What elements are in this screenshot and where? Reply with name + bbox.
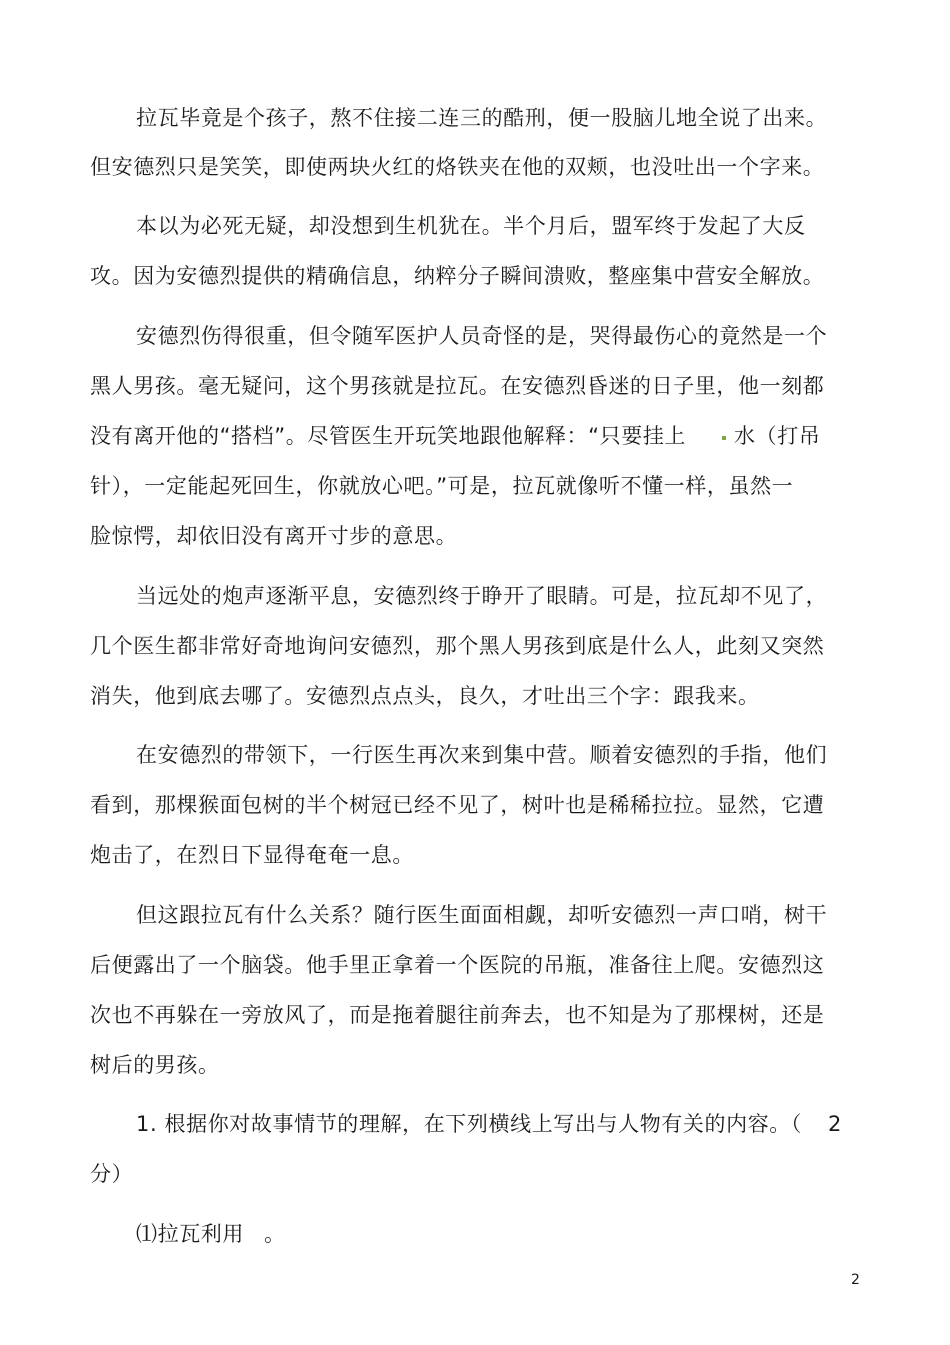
p6-line3: 次也不再躲在一旁放风了，而是拖着腿往前奔去，也不知是为了那棵树，还是 (90, 1003, 825, 1027)
p1-line2: 但安德烈只是笑笑，即使两块火红的烙铁夹在他的双颊，也没吐出一个字来。 (90, 155, 825, 179)
p3-line3-text-b: 水（打吊 (734, 424, 821, 448)
p4-line2: 几个医生都非常好奇地询问安德烈，那个黑人男孩到底是什么人，此刻又突然 (90, 634, 825, 658)
p3-line4: 针），一定能起死回生，你就放心吧。”可是，拉瓦就像听不懂一样，虽然一 (90, 474, 794, 498)
p2-line2: 攻。因为安德烈提供的精确信息，纳粹分子瞬间溃败，整座集中营安全解放。 (90, 264, 825, 288)
p6-line2: 后便露出了一个脑袋。他手里正拿着一个医院的吊瓶，准备往上爬。安德烈这 (90, 953, 825, 977)
question-1-item1 (136, 1219, 286, 1249)
item1-text: ⑴拉瓦利用 (136, 1222, 244, 1246)
p3-line3 (90, 421, 820, 451)
ink-dot (722, 436, 726, 440)
p5-line3: 炮击了，在烈日下显得奄奄一息。 (90, 843, 414, 867)
page-number: 2 (851, 1272, 860, 1288)
p5-line2: 看到，那棵猴面包树的半个树冠已经不见了，树叶也是稀稀拉拉。显然，它遭 (90, 793, 825, 817)
p5-line1: 在安德烈的带领下，一行医生再次来到集中营。顺着安德烈的手指，他们 (136, 743, 828, 767)
p2-line1: 本以为必死无疑，却没想到生机犹在。半个月后，盟军终于发起了大反 (136, 214, 806, 238)
p3-line1: 安德烈伤得很重，但令随军医护人员奇怪的是，哭得最伤心的竟然是一个 (136, 324, 828, 348)
p6-line1: 但这跟拉瓦有什么关系？随行医生面面相觑，却听安德烈一声口哨，树干 (136, 903, 828, 927)
p4-line3: 消失，他到底去哪了。安德烈点点头，良久，才吐出三个字：跟我来。 (90, 684, 760, 708)
p6-line4: 树后的男孩。 (90, 1053, 220, 1077)
question-1-line1: 1. 根据你对故事情节的理解，在下列横线上写出与人物有关的内容。（ (136, 1112, 803, 1136)
p4-line1: 当远处的炮声逐渐平息，安德烈终于睁开了眼睛。可是，拉瓦却不见了， (136, 584, 828, 608)
question-1-line2: 分） (90, 1162, 134, 1186)
p3-line5: 脸惊愕，却依旧没有离开寸步的意思。 (90, 524, 458, 548)
p3-line2: 黑人男孩。毫无疑问，这个男孩就是拉瓦。在安德烈昏迷的日子里，他一刻都 (90, 374, 825, 398)
p3-line3-text-a: 没有离开他的“搭档”。尽管医生开玩笑地跟他解释：“只要挂上 (90, 424, 687, 448)
item1-end: 。 (264, 1222, 286, 1246)
p1-line1: 拉瓦毕竟是个孩子，熬不住接二连三的酷刑，便一股脑儿地全说了出来。 (136, 106, 828, 130)
question-score: 2 (828, 1112, 842, 1136)
